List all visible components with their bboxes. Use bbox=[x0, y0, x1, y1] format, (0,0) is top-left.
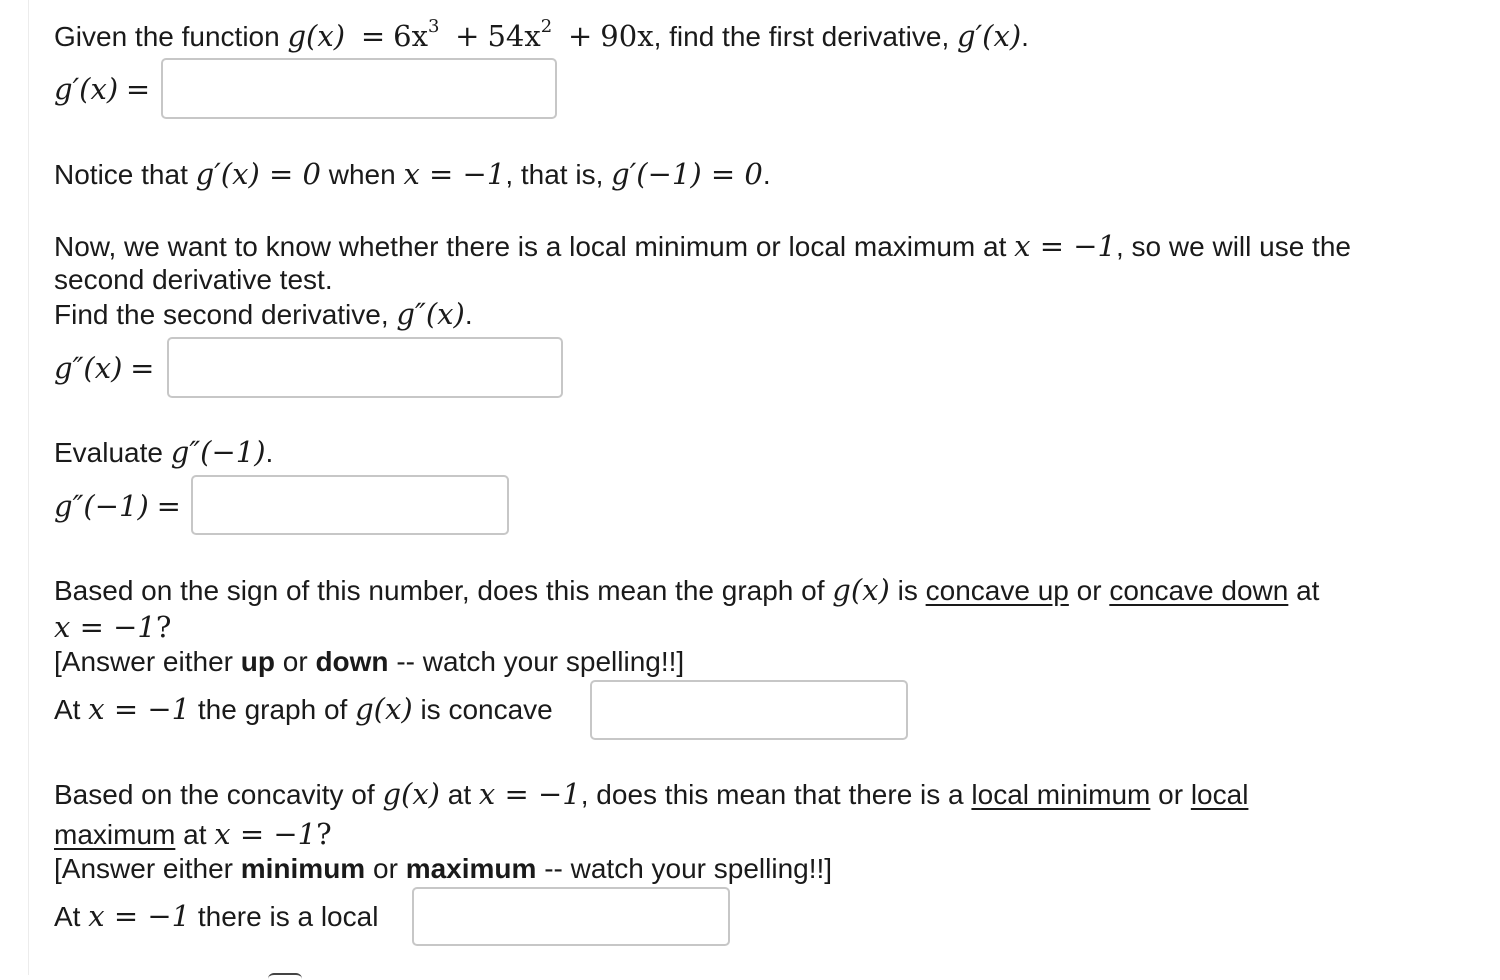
question-first-derivative bbox=[54, 16, 1029, 54]
evaluate-text: Evaluate bbox=[54, 437, 163, 468]
answer-text: At bbox=[54, 901, 81, 932]
concavity-math: g(x) bbox=[832, 573, 890, 607]
first-derivative-input[interactable] bbox=[161, 58, 557, 119]
question-mark: ? bbox=[316, 817, 332, 851]
second-derivative-input[interactable] bbox=[167, 337, 563, 398]
q1-prefix: Given the function bbox=[54, 21, 280, 52]
concavity-answer-row bbox=[54, 692, 553, 727]
instruction-text: -- watch your spelling!!] bbox=[544, 853, 833, 884]
notice-text: . bbox=[762, 159, 771, 190]
second-derivative-answer-row bbox=[54, 351, 154, 386]
option-down: down bbox=[315, 646, 389, 677]
extremum-text: at bbox=[447, 779, 472, 810]
notice-math: g′(−1) = 0 bbox=[611, 157, 763, 191]
partial-element-edge bbox=[268, 973, 302, 980]
extremum-math: x = −1 bbox=[478, 777, 581, 811]
equals-sign: = bbox=[130, 351, 155, 385]
find-end: . bbox=[464, 299, 473, 330]
question-concavity bbox=[54, 573, 1319, 608]
answer-math: x = −1 bbox=[88, 899, 191, 933]
answer-label: g″(−1) bbox=[54, 489, 149, 523]
extremum-text: at bbox=[183, 819, 207, 850]
answer-text: At bbox=[54, 694, 81, 725]
instruction-text: or bbox=[373, 853, 398, 884]
equals-sign: = bbox=[156, 489, 181, 523]
notice-math: x = −1 bbox=[403, 157, 506, 191]
answer-text: there is a local bbox=[197, 901, 379, 932]
second-derivative-intro-line2: second derivative test. bbox=[54, 264, 333, 295]
answer-label: g′(x) bbox=[54, 72, 119, 106]
extremum-instructions bbox=[54, 852, 832, 886]
extremum-text: or bbox=[1158, 779, 1184, 810]
answer-math: g(x) bbox=[355, 692, 413, 726]
option-maximum: maximum bbox=[405, 853, 537, 884]
notice-text: , that is, bbox=[505, 159, 604, 190]
concavity-text: or bbox=[1076, 575, 1102, 606]
notice-statement bbox=[54, 157, 771, 192]
evaluate-math: g″(−1) bbox=[170, 435, 266, 469]
evaluate-end: . bbox=[265, 437, 274, 468]
intro-math: x = −1 bbox=[1014, 229, 1116, 263]
q1-middle-text: , find the first derivative, bbox=[653, 21, 950, 52]
notice-math: g′(x) = 0 bbox=[195, 157, 321, 191]
instruction-text: [Answer either bbox=[54, 646, 233, 677]
question-extremum-line2 bbox=[54, 817, 332, 852]
notice-text: Notice that bbox=[54, 159, 188, 190]
evaluate-input[interactable] bbox=[191, 475, 509, 535]
first-derivative-symbol: g′(x) bbox=[957, 19, 1022, 53]
option-up: up bbox=[240, 646, 275, 677]
instruction-text: or bbox=[282, 646, 308, 677]
plus-sign: + bbox=[455, 19, 480, 53]
extremum-math: g(x) bbox=[382, 777, 440, 811]
evaluate-answer-row bbox=[54, 489, 181, 524]
extremum-text: , does this mean that there is a bbox=[580, 779, 964, 810]
question-mark: ? bbox=[155, 610, 172, 644]
equals-sign: = bbox=[360, 19, 386, 53]
term-90x: 90x bbox=[600, 19, 654, 53]
question-evaluate bbox=[54, 435, 273, 470]
answer-text: is concave bbox=[420, 694, 553, 725]
concavity-input[interactable] bbox=[590, 680, 908, 740]
notice-text: when bbox=[328, 159, 396, 190]
concavity-math: x = −1 bbox=[54, 610, 156, 644]
function-name: g(x) bbox=[287, 19, 346, 53]
concave-down-link[interactable]: concave down bbox=[1109, 575, 1289, 606]
option-minimum: minimum bbox=[240, 853, 366, 884]
local-minimum-link[interactable]: local minimum bbox=[971, 779, 1151, 810]
question-extremum bbox=[54, 777, 1248, 812]
extremum-math: x = −1 bbox=[214, 817, 317, 851]
instruction-text: [Answer either bbox=[54, 853, 233, 884]
question-concavity-line2 bbox=[54, 610, 171, 645]
term-6x: $6x^3$ bbox=[393, 16, 440, 53]
local-maximum-link[interactable]: local bbox=[1190, 779, 1249, 810]
plus-sign: + bbox=[567, 19, 593, 53]
term-54x: $54x^2$ bbox=[487, 16, 553, 53]
q1-end: . bbox=[1021, 21, 1029, 52]
question-second-derivative bbox=[54, 297, 473, 332]
extremum-input[interactable] bbox=[412, 887, 730, 946]
concavity-text: at bbox=[1296, 575, 1320, 606]
concave-up-link[interactable]: concave up bbox=[925, 575, 1069, 606]
extremum-text: Based on the concavity of bbox=[54, 779, 375, 810]
answer-text: the graph of bbox=[197, 694, 348, 725]
equals-sign: = bbox=[125, 72, 151, 106]
find-text: Find the second derivative, bbox=[54, 299, 389, 330]
concavity-instructions bbox=[54, 645, 684, 679]
answer-math: x = −1 bbox=[88, 692, 191, 726]
first-derivative-answer-row bbox=[54, 72, 150, 107]
local-maximum-link[interactable]: maximum bbox=[54, 819, 176, 850]
intro-text: Now, we want to know whether there is a local minimum or local maximum at bbox=[54, 231, 1007, 262]
second-derivative-intro bbox=[54, 229, 1351, 264]
concavity-text: is bbox=[897, 575, 918, 606]
answer-label: g″(x) bbox=[54, 351, 123, 385]
intro-text: , so we will use the bbox=[1115, 231, 1351, 262]
concavity-text: Based on the sign of this number, does this mean the graph of bbox=[54, 575, 825, 606]
instruction-text: -- watch your spelling!!] bbox=[396, 646, 685, 677]
left-margin-rule bbox=[28, 0, 29, 975]
second-derivative-symbol: g″(x) bbox=[396, 297, 465, 331]
extremum-answer-row bbox=[54, 899, 378, 934]
